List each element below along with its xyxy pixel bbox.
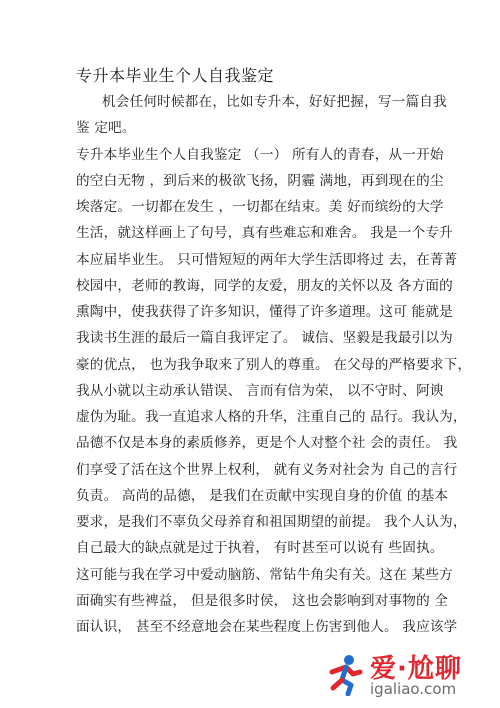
text-line-19: 这可能与我在学习中爱动脑筋、常钻牛角尖有关。这在 某些方 — [76, 567, 453, 583]
text-line-3: 专升本毕业生个人自我鉴定 （一） 所有人的青春，从一开始 — [76, 147, 444, 163]
text-line-17: 要求，是我们不辜负父母养育和祖国期望的前提。 我个人认为， — [76, 514, 467, 530]
text-line-21: 面认识， 甚至不经意地会在某些程度上伤害到他人。 我应该学 — [76, 619, 458, 635]
text-line-11: 豪的优点， 也为我争取来了别人的尊重。 在父母的严格要求下， — [76, 357, 472, 373]
text-line-9: 熏陶中，使我获得了许多知识，懂得了许多道理。这可 能就是 — [76, 304, 453, 320]
text-line-2: 鉴 定吧。 — [76, 120, 136, 136]
watermark — [322, 646, 492, 702]
document-title: 专升本毕业生个人自我鉴定 — [76, 66, 275, 85]
text-line-5: 埃落定。一切都在发生 ，一切都在结束。美 好而缤纷的大学 — [76, 199, 444, 215]
text-line-8: 校园中，老师的教诲，同学的友爱，朋友的关怀以及 各方面的 — [76, 278, 453, 294]
watermark-title: 爱·尬聊 — [370, 654, 462, 684]
text-line-6: 生活，就这样画上了句号，真有些难忘和难舍。 我是一个专升 — [76, 225, 453, 241]
text-line-13: 虚伪为耻。我一直追求人格的升华，注重自己的 品行。我认为， — [76, 409, 467, 425]
text-line-14: 品德不仅是本身的素质修养，更是个人对整个社 会的责任。 我 — [76, 435, 458, 451]
text-line-12: 我从小就以主动承认错误、 言而有信为荣， 以不守时、阿谀 — [76, 383, 444, 399]
text-line-7: 本应届毕业生。 只可惜短短的两年大学生活即将过 去，在菁菁 — [76, 252, 458, 268]
text-line-4: 的空白无物 ，到后来的极欲飞扬，阴霾 满地，再到现在的尘 — [76, 173, 444, 189]
text-line-1: 机会任何时候都在，比如专升本，好好把握，写一篇自我 — [102, 94, 447, 110]
watermark-url: igaliao.com — [370, 680, 457, 698]
text-line-18: 自己最大的缺点就是过于执着， 有时甚至可以说有 些固执。 — [76, 540, 444, 556]
running-figure-icon — [322, 652, 366, 696]
text-line-15: 们享受了活在这个世界上权利， 就有义务对社会为 自己的言行 — [76, 462, 458, 478]
text-line-20: 面确实有些裨益， 但是很多时侯， 这也会影响到对事物的 全 — [76, 593, 449, 609]
text-line-16: 负责。 高尚的品德， 是我们在贡献中实现自身的价值 的基本 — [76, 488, 449, 504]
text-line-10: 我读书生涯的最后一篇自我评定了。 诚信、坚毅是我最引以为 — [76, 330, 453, 346]
